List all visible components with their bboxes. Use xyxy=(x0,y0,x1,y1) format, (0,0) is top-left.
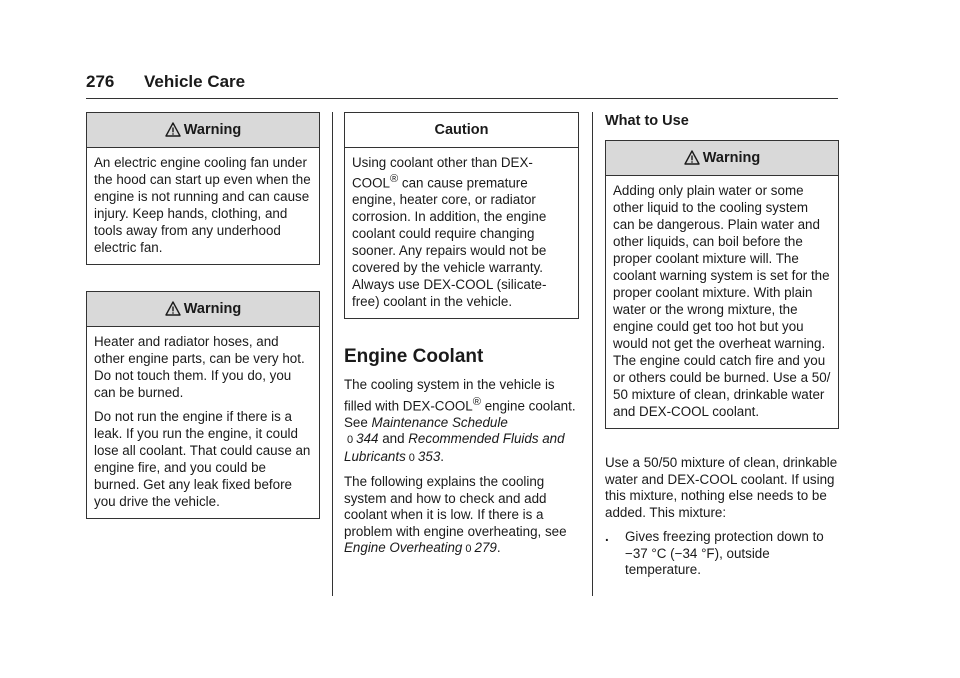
text-fragment: engine coolant. See xyxy=(344,398,576,430)
warning-icon xyxy=(684,150,700,166)
warning-header xyxy=(606,141,838,176)
caution-title: Caution xyxy=(434,122,489,138)
page-ref[interactable]: 344 xyxy=(356,431,379,447)
coolant-intro-paragraph xyxy=(344,377,579,466)
warning-box xyxy=(86,112,320,265)
header-rule xyxy=(86,98,838,99)
page-ref-icon: 0 xyxy=(465,543,472,556)
recommended-fluids-link[interactable]: Recommended Fluids and Lubricants xyxy=(344,431,565,464)
maintenance-schedule-link[interactable]: Maintenance Schedule xyxy=(371,414,508,430)
column-divider xyxy=(592,112,593,596)
page-ref-icon: 0 xyxy=(408,451,415,464)
page-ref[interactable]: 279 xyxy=(474,540,497,556)
warning-text: Adding only plain water or some other liquid to the cooling system can be dangerous. Plain water and other liquids, can boil before the proper coolant mixture will. The coolant warning system is set for the proper coolant mixture. With plain water or the wrong mixture, the engine could get too hot but you would not get the overheat warning. The engine could catch fire and you or others could be burned. Use a 50/ 50 mixture of clean, drinkable water and DEX-COOL coolant. xyxy=(613,183,831,419)
caution-text-a: Using coolant other than DEX-COOL xyxy=(352,155,533,191)
warning-title: Warning xyxy=(183,301,242,317)
text-fragment: The cooling system in the vehicle is filled with DEX-COOL xyxy=(344,377,555,414)
warning-header xyxy=(87,113,319,148)
registered-mark: ® xyxy=(472,395,481,408)
page-header xyxy=(86,70,838,98)
column-left xyxy=(86,112,320,545)
coolant-explain-paragraph xyxy=(344,474,579,558)
warning-box xyxy=(86,291,320,519)
text-fragment: . xyxy=(440,448,444,464)
page-number: 276 xyxy=(86,72,115,91)
warning-text: Heater and radiator hoses, and other engine parts, can be very hot. Do not touch them. If you do, you can be burned. xyxy=(94,334,305,400)
warning-body xyxy=(87,148,319,264)
warning-icon xyxy=(165,122,181,138)
warning-text: An electric engine cooling fan under the hood can start up even when the engine is not running and can cause injury. Keep hands, clothing, and tools away from any underhood electric fan. xyxy=(94,155,311,255)
warning-box xyxy=(605,140,839,429)
warning-title: Warning xyxy=(183,122,242,138)
warning-body xyxy=(87,327,319,518)
warning-body xyxy=(606,176,838,428)
engine-coolant-heading: Engine Coolant xyxy=(344,346,484,368)
page-ref[interactable]: 353 xyxy=(417,448,441,464)
bullet-text: Gives freezing protection down to −37 °C (−34 °F), outside temperature. xyxy=(625,529,824,577)
warning-title: Warning xyxy=(702,150,761,166)
bullet-mark: . xyxy=(605,529,609,544)
warning-icon xyxy=(165,301,181,317)
caution-body xyxy=(345,148,578,318)
section-title: Vehicle Care xyxy=(144,72,246,91)
list-item xyxy=(605,529,839,579)
mixture-paragraph: Use a 50/50 mixture of clean, drinkable water and DEX-COOL coolant. If using this mixture, nothing else needs to be added. This mixture: xyxy=(605,455,838,520)
warning-header xyxy=(87,292,319,327)
column-divider xyxy=(332,112,333,596)
text-fragment: and xyxy=(378,431,409,447)
column-middle xyxy=(344,112,579,566)
text-fragment: The following explains the cooling system and how to check and add coolant when it is low. If there is a problem with engine overheating, see xyxy=(344,474,567,539)
warning-text: Do not run the engine if there is a leak. If you run the engine, it could lose all coolant. That could cause an engine fire, and you could be burned. Get any leak fixed before you drive the vehicle. xyxy=(94,409,311,509)
registered-mark: ® xyxy=(389,173,399,185)
page-ref-icon: 0 xyxy=(347,434,354,447)
caution-text-b: can cause premature engine, heater core, or radiator corrosion. In addition, the engine coolant could require changing sooner. Any repairs would not be covered by the vehicle warranty. Always use DEX-COOL (silicate-free) coolant in the vehicle. xyxy=(352,175,547,310)
caution-text xyxy=(352,154,571,310)
caution-box xyxy=(344,112,579,319)
column-right xyxy=(605,112,839,579)
text-fragment: . xyxy=(496,540,501,556)
what-to-use-heading: What to Use xyxy=(605,113,689,129)
caution-header xyxy=(345,113,578,148)
engine-overheating-link[interactable]: Engine Overheating xyxy=(344,540,463,556)
